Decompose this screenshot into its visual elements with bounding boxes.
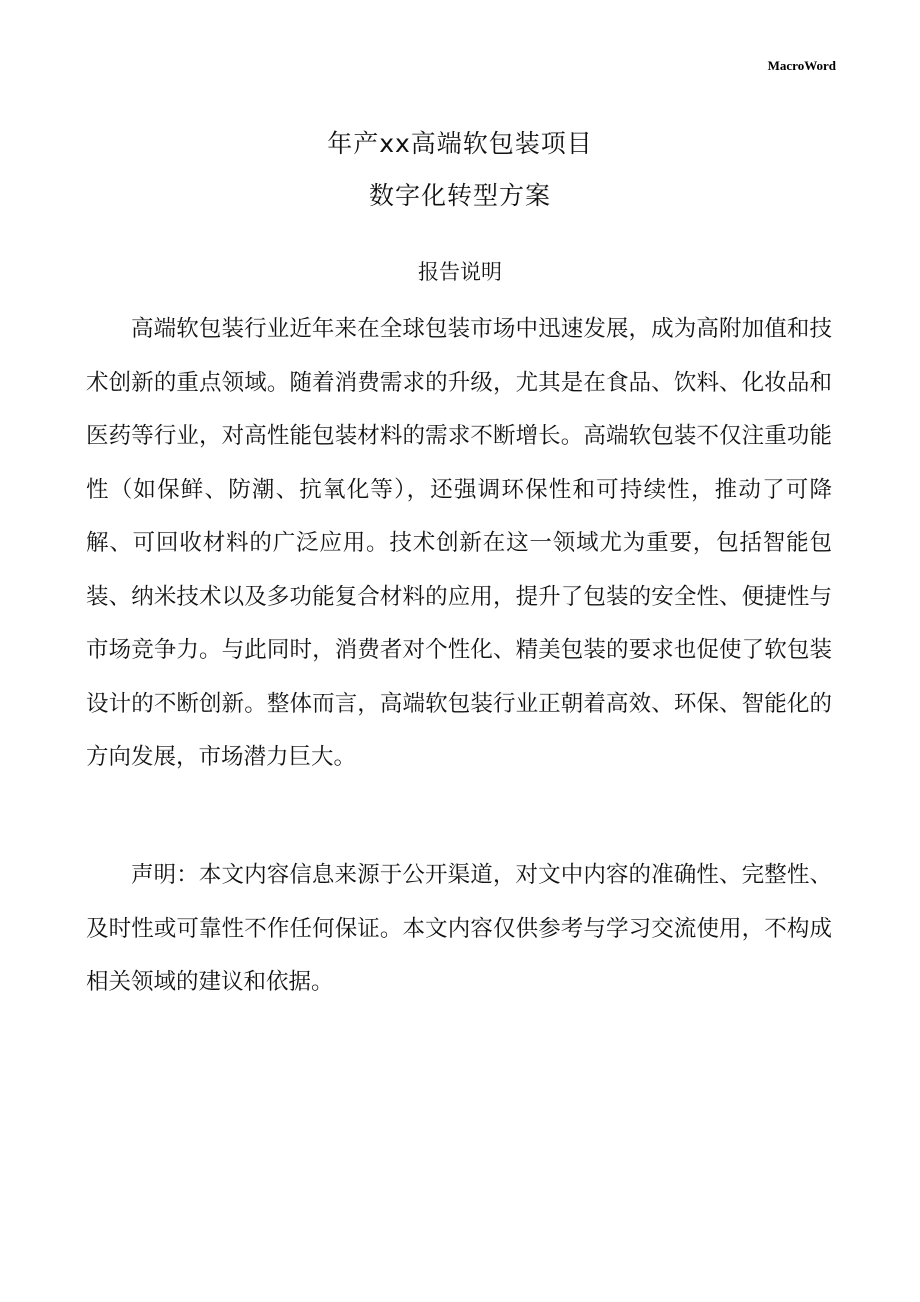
disclaimer-paragraph: 声明：本文内容信息来源于公开渠道，对文中内容的准确性、完整性、及时性或可靠性不作任何保证。本文内容仅供参考与学习交流使用，不构成相关领域的建议和依据。 — [86, 862, 832, 995]
document-title-line2: 数字化转型方案 — [368, 181, 551, 210]
document-title-line1: 年产xx高端软包装项目 — [327, 129, 593, 158]
intro-paragraph: 高端软包装行业近年来在全球包装市场中迅速发展，成为高附加值和技术创新的重点领域。随着消费需求的升级，尤其是在食品、饮料、化妆品和医药等行业，对高性能包装材料的需求不断增长。高端软包装不仅注重功能性（如保鲜、防潮、抗氧化等），还强调环保性和可持续性，推动了可降解、可回收材料的广泛应用。技术创新在这一领域尤为重要，包括智能包装、纳米技术以及多功能复合材料的应用，提升了包装的安全性、便捷性与市场竞争力。与此同时，消费者对个性化、精美包装的要求也促使了软包装设计的不断创新。整体而言，高端软包装行业正朝着高效、环保、智能化的方向发展，市场潜力巨大。 — [86, 316, 832, 770]
header-brand: MacroWord — [767, 58, 836, 73]
section-heading: 报告说明 — [418, 260, 502, 284]
